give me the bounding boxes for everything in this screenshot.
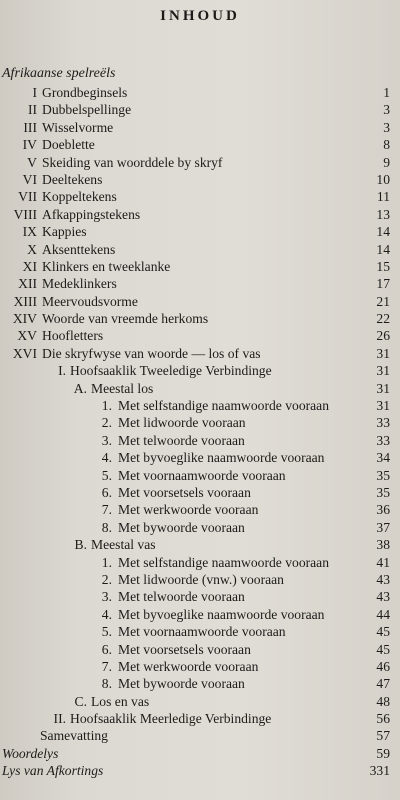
- toc-entry-page: 3: [383, 102, 390, 118]
- toc-entry: [0, 762, 400, 779]
- toc-entry: [0, 171, 400, 188]
- toc-entry-page: 43: [376, 589, 390, 605]
- toc-entry-title: Dubbelspellinge: [42, 102, 132, 118]
- toc-entry: [0, 310, 400, 327]
- toc-entry: [0, 641, 400, 658]
- toc-entry: [0, 467, 400, 484]
- toc-entry-title: Met telwoorde vooraan: [118, 589, 245, 605]
- toc-entry-page: 59: [376, 745, 390, 761]
- toc-entry-title: Met selfstandige naamwoorde vooraan: [118, 398, 330, 414]
- toc-entry-number: 6.: [101, 641, 112, 657]
- toc-entry-page: 33: [376, 415, 390, 431]
- toc-entry-number: IX: [22, 224, 37, 240]
- toc-entry-number: XI: [22, 258, 37, 274]
- toc-entry-number: X: [27, 241, 37, 257]
- toc-entry-page: 13: [376, 206, 390, 222]
- toc-entry-page: 9: [383, 154, 390, 170]
- toc-entry-number: 4.: [101, 450, 112, 466]
- toc-entry-title: Hoofsaaklik Tweeledige Verbindinge: [70, 363, 272, 379]
- toc-entry-page: 11: [376, 189, 390, 205]
- toc-entry-title: Woordelys: [2, 745, 59, 761]
- toc-entry-title: Afkappingstekens: [42, 206, 141, 222]
- toc-entry: [0, 345, 400, 362]
- toc-entry: [0, 623, 400, 640]
- toc-entry-title: Grondbeginsels: [42, 85, 128, 100]
- toc-entry-number: VIII: [13, 206, 37, 222]
- toc-entry-number: XVI: [12, 345, 37, 361]
- toc-entry-page: 21: [376, 293, 390, 309]
- toc-entry-number: XIV: [12, 311, 37, 327]
- toc-entry: [0, 188, 400, 205]
- toc-entry-number: 3.: [101, 432, 112, 448]
- section-title: Afrikaanse spelreëls: [2, 66, 116, 81]
- toc-entry-page: 38: [376, 537, 390, 553]
- toc-entry: [0, 223, 400, 240]
- toc-entry-title: Met voorsetsels vooraan: [118, 484, 251, 500]
- toc-entry-page: 45: [376, 624, 390, 640]
- toc-entry-title: Met byvoeglike naamwoorde vooraan: [118, 450, 325, 466]
- toc-entry-number: II: [27, 102, 37, 118]
- toc-entry-page: 8: [383, 137, 390, 153]
- toc-entry: [0, 658, 400, 675]
- toc-entry-title: Meestal los: [91, 380, 154, 396]
- toc-entry: [0, 380, 400, 397]
- toc-entry: [0, 241, 400, 258]
- toc-entry-title: Woorde van vreemde herkoms: [42, 311, 209, 327]
- toc-entry-number: B.: [74, 537, 87, 553]
- toc-entry-number: 8.: [101, 519, 112, 535]
- toc-entry-title: Hoofsaaklik Meerledige Verbindinge: [70, 711, 272, 727]
- toc-entry-number: 4.: [101, 606, 112, 622]
- toc-entry-title: Met voorsetsels vooraan: [118, 641, 251, 657]
- toc-entry-page: 35: [376, 467, 390, 483]
- toc-entry-title: Met telwoorde vooraan: [118, 432, 245, 448]
- page-heading: INHOUD: [160, 8, 240, 24]
- toc-entry-title: Met werkwoorde vooraan: [118, 502, 259, 518]
- toc-entry-number: IV: [22, 137, 37, 153]
- toc-entry-page: 31: [376, 345, 390, 361]
- toc-entry: [0, 414, 400, 431]
- toc-entry-number: 5.: [101, 624, 112, 640]
- toc-entry: [0, 588, 400, 605]
- toc-entry-number: 3.: [101, 589, 112, 605]
- toc-entry-page: 14: [376, 224, 390, 240]
- toc-entry-page: 31: [376, 363, 390, 379]
- toc-entry-title: Koppeltekens: [42, 189, 117, 205]
- toc-entry-page: 41: [376, 554, 390, 570]
- toc-entry: [0, 484, 400, 501]
- toc-entry-page: 31: [376, 380, 390, 396]
- table-of-contents: [0, 84, 400, 780]
- toc-entry-page: 14: [376, 241, 390, 257]
- toc-entry-number: VII: [18, 189, 37, 205]
- toc-entry-number: 1.: [101, 554, 112, 570]
- toc-entry-title: Met byvoeglike naamwoorde vooraan: [118, 606, 325, 622]
- toc-entry-title: Lys van Afkortings: [2, 763, 104, 779]
- toc-entry: [0, 727, 400, 744]
- toc-entry: [0, 119, 400, 136]
- toc-entry-page: 10: [376, 171, 390, 187]
- toc-entry-number: 2.: [101, 415, 112, 431]
- toc-entry: [0, 206, 400, 223]
- toc-entry-title: Aksenttekens: [42, 241, 116, 257]
- toc-entry: [0, 154, 400, 171]
- toc-entry: [0, 136, 400, 153]
- toc-entry-title: Skeiding van woorddele by skryf: [42, 154, 223, 170]
- toc-entry: [0, 693, 400, 710]
- toc-entry-title: Kappies: [42, 224, 87, 240]
- toc-entry-page: 48: [376, 693, 390, 709]
- toc-entry: [0, 293, 400, 310]
- toc-entry-number: C.: [74, 693, 87, 709]
- toc-entry-page: 35: [376, 484, 390, 500]
- toc-entry-number: VI: [22, 171, 37, 187]
- toc-entry: [0, 275, 400, 292]
- toc-entry-page: 3: [383, 119, 390, 135]
- toc-entry-title: Met voornaamwoorde vooraan: [118, 467, 286, 483]
- toc-entry-title: Wisselvorme: [42, 119, 114, 135]
- toc-entry: [0, 519, 400, 536]
- toc-entry-number: 2.: [101, 571, 112, 587]
- toc-entry-page: 331: [369, 763, 390, 779]
- toc-entry: [0, 710, 400, 727]
- toc-entry-title: Medeklinkers: [42, 276, 117, 292]
- toc-entry-title: Klinkers en tweeklanke: [42, 258, 171, 274]
- toc-entry-title: Met lidwoorde vooraan: [118, 415, 246, 431]
- toc-entry-number: II.: [53, 711, 66, 727]
- toc-entry-title: Meestal vas: [91, 537, 156, 553]
- toc-entry-number: 7.: [101, 502, 112, 518]
- toc-entry: [0, 432, 400, 449]
- toc-entry-title: Met lidwoorde (vnw.) vooraan: [118, 571, 284, 587]
- toc-entry: [0, 327, 400, 344]
- toc-entry-page: 15: [376, 258, 390, 274]
- toc-entry-number: III: [23, 119, 37, 135]
- toc-entry: [0, 745, 400, 762]
- toc-entry-page: 45: [376, 641, 390, 657]
- toc-entry: [0, 258, 400, 275]
- toc-entry: [0, 554, 400, 571]
- toc-entry-page: 36: [376, 502, 390, 518]
- toc-entry-page: 22: [376, 311, 390, 327]
- toc-entry-page: 44: [376, 606, 390, 622]
- toc-entry-number: XV: [17, 328, 37, 344]
- toc-entry-page: 47: [376, 676, 390, 692]
- toc-entry: [0, 536, 400, 553]
- toc-entry-title: Met bywoorde vooraan: [118, 519, 245, 535]
- toc-entry: [0, 101, 400, 118]
- toc-entry-number: 6.: [101, 484, 112, 500]
- toc-entry-number: I.: [58, 363, 66, 379]
- toc-entry: [0, 362, 400, 379]
- toc-entry-title: Deeltekens: [42, 171, 103, 187]
- toc-entry-title: Die skryfwyse van woorde — los of vas: [42, 345, 261, 361]
- toc-entry-number: A.: [73, 380, 87, 396]
- toc-entry-page: 37: [376, 519, 390, 535]
- toc-entry-page: 33: [376, 432, 390, 448]
- toc-entry-number: I: [32, 85, 37, 100]
- toc-entry-title: Doeblette: [42, 137, 95, 153]
- toc-entry-page: 17: [376, 276, 390, 292]
- toc-entry-number: 1.: [101, 398, 112, 414]
- toc-entry-title: Met werkwoorde vooraan: [118, 658, 259, 674]
- toc-entry: [0, 571, 400, 588]
- toc-entry-page: 26: [376, 328, 390, 344]
- toc-entry: [0, 84, 400, 101]
- toc-entry: [0, 675, 400, 692]
- toc-entry-title: Los en vas: [91, 693, 150, 709]
- toc-entry-number: XIII: [13, 293, 37, 309]
- toc-entry-title: Met selfstandige naamwoorde vooraan: [118, 554, 330, 570]
- toc-entry-page: 31: [376, 398, 390, 414]
- toc-entry-title: Met voornaamwoorde vooraan: [118, 624, 286, 640]
- toc-entry-title: Meervoudsvorme: [42, 293, 138, 309]
- toc-entry-number: 7.: [101, 658, 112, 674]
- toc-entry-page: 57: [376, 728, 390, 744]
- toc-entry-number: 8.: [101, 676, 112, 692]
- toc-entry-page: 46: [376, 658, 390, 674]
- toc-entry-title: Samevatting: [40, 728, 108, 744]
- toc-entry: [0, 501, 400, 518]
- toc-entry-page: 56: [376, 711, 390, 727]
- toc-entry-page: 1: [383, 85, 390, 100]
- toc-entry-page: 43: [376, 571, 390, 587]
- toc-entry-title: Met bywoorde vooraan: [118, 676, 245, 692]
- toc-entry: [0, 606, 400, 623]
- toc-entry-page: 34: [376, 450, 390, 466]
- toc-entry-title: Hoofletters: [42, 328, 104, 344]
- toc-entry-number: XII: [18, 276, 37, 292]
- toc-entry: [0, 397, 400, 414]
- toc-entry-number: 5.: [101, 467, 112, 483]
- toc-entry: [0, 449, 400, 466]
- toc-entry-number: V: [27, 154, 37, 170]
